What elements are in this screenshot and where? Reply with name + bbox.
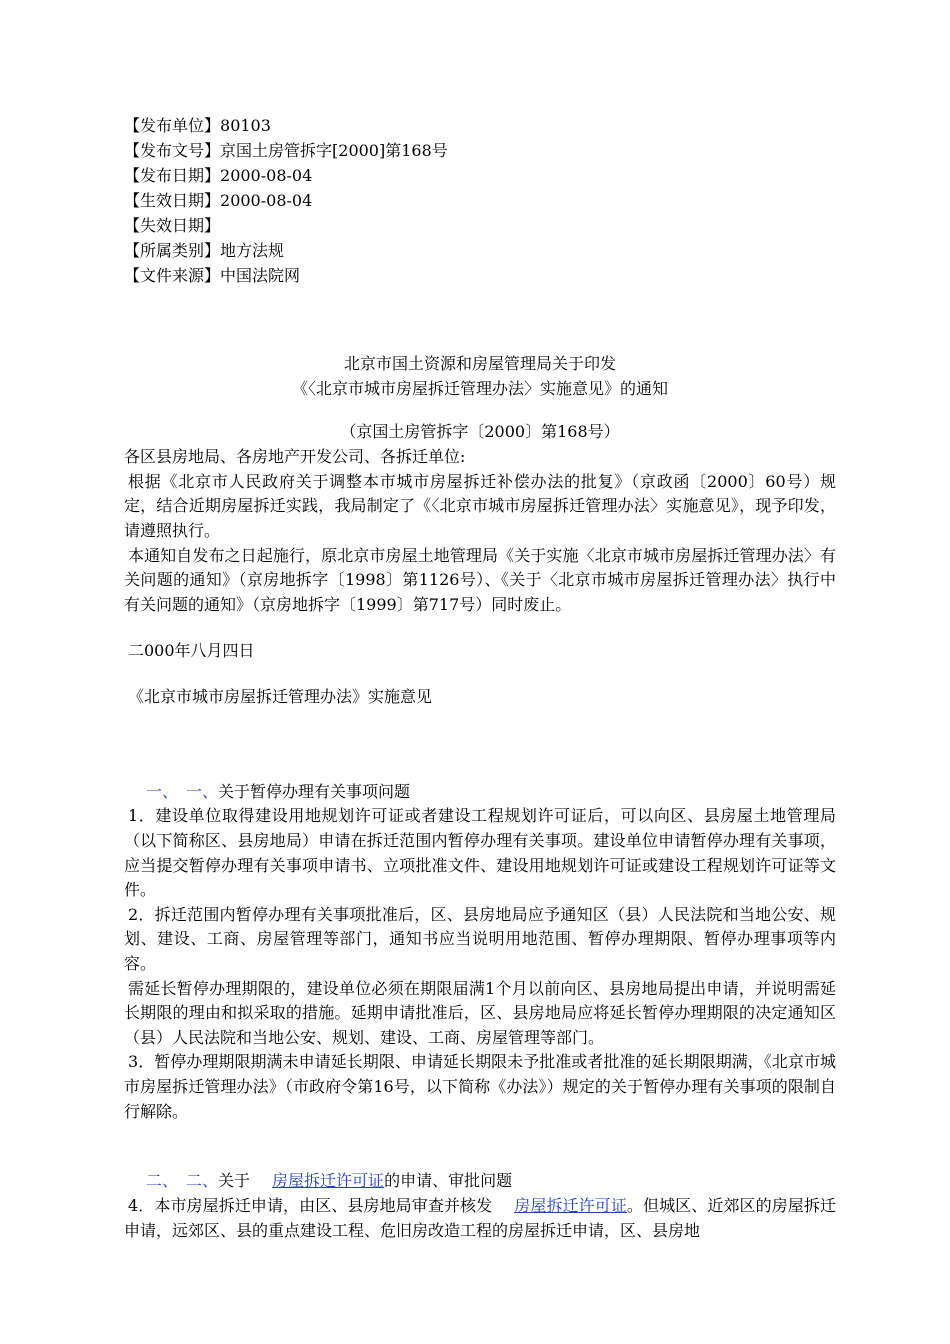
meta-effective-date bbox=[124, 189, 836, 214]
permit-link[interactable]: 房屋拆迁许可证 bbox=[272, 1171, 385, 1191]
meta-publish-date bbox=[124, 164, 836, 189]
body-paragraph-2: 本通知自发布之日起施行，原北京市房屋土地管理局《关于实施〈北京市城市房屋拆迁管理办法〉有关问题的通知》（京房地拆字〔1998〕第1126号）、《关于〈北京市城市房屋拆迁管理办法〉执行中有关问题的通知》（京房地拆字〔1999〕第717号）同时废止。 bbox=[124, 545, 836, 614]
meta-expire-date bbox=[124, 214, 836, 239]
meta-label: 【发布单位】 bbox=[124, 116, 221, 135]
section-number: 二、 bbox=[146, 1171, 179, 1191]
body-paragraph-1: 根据《北京市人民政府关于调整本市城市房屋拆迁补偿办法的批复》（京政函〔2000〕60号）规定，结合近期房屋拆迁实践，我局制定了《〈北京市城市房屋拆迁管理办法〉实施意见》，现予印发，请遵照执行。 bbox=[124, 471, 836, 540]
meta-category bbox=[124, 239, 836, 264]
item-text: 4．本市房屋拆迁申请，由区、县房地局审查并核发 bbox=[128, 1195, 493, 1215]
doc-title-line2: 《〈北京市城市房屋拆迁管理办法〉实施意见》的通知 bbox=[291, 378, 668, 398]
section-number: 一、 bbox=[146, 781, 179, 801]
document-page bbox=[124, 114, 836, 1243]
section2-item-4 bbox=[124, 1194, 836, 1243]
doc-title-line1: 北京市国土资源和房屋管理局关于印发 bbox=[343, 354, 616, 373]
item-text: 。但城区、近郊区的房屋拆迁申请，远郊区、县的重点建设工程、危旧房改造工程的房屋拆迁申请，区、县房地 bbox=[124, 1195, 836, 1240]
section1-item-2: 2．拆迁范围内暂停办理有关事项批准后，区、县房地局应予通知区（县）人民法院和当地公安、规划、建设、工商、房屋管理等部门，通知书应当说明用地范围、暂停办理期限、暂停办理事项等内容。 bbox=[124, 904, 836, 974]
section-heading-text: 关于暂停办理有关事项问题 bbox=[218, 781, 411, 801]
section-number: 二、 bbox=[186, 1171, 219, 1191]
meta-publisher bbox=[124, 114, 836, 139]
meta-label: 【发布日期】 bbox=[124, 166, 221, 185]
permit-link[interactable]: 房屋拆迁许可证 bbox=[514, 1195, 627, 1215]
meta-value: 京国土房管拆字[2000]第168号 bbox=[220, 141, 448, 160]
meta-value: 2000-08-04 bbox=[220, 166, 313, 185]
attachment-title: 《北京市城市房屋拆迁管理办法》实施意见 bbox=[128, 687, 433, 707]
metadata-block bbox=[124, 114, 836, 289]
section-heading-text: 关于 bbox=[218, 1171, 251, 1191]
meta-source bbox=[124, 264, 836, 289]
meta-value: 中国法院网 bbox=[220, 266, 301, 285]
section1-item-2-continued: 需延长暂停办理期限的，建设单位必须在期限届满1个月以前向区、县房地局提出申请，并说明需延长期限的理由和拟采取的措施。延期申请批准后，区、县房地局应将延长暂停办理期限的决定通知区（县）人民法院和当地公安、规划、建设、工商、房屋管理等部门。 bbox=[124, 978, 836, 1047]
meta-value: 80103 bbox=[220, 116, 271, 135]
meta-label: 【失效日期】 bbox=[124, 216, 221, 235]
section-heading-text: 的申请、审批问题 bbox=[384, 1171, 513, 1191]
meta-label: 【所属类别】 bbox=[124, 241, 221, 260]
meta-value: 地方法规 bbox=[220, 241, 285, 260]
issue-date: 二000年八月四日 bbox=[128, 641, 255, 661]
meta-label: 【发布文号】 bbox=[124, 141, 221, 160]
section2-heading bbox=[124, 1169, 836, 1194]
section1-item-1: 1．建设单位取得建设用地规划许可证或者建设工程规划许可证后，可以向区、县房屋土地管理局（以下简称区、县房地局）申请在拆迁范围内暂停办理有关事项。建设单位申请暂停办理有关事项，应当提交暂停办理有关事项申请书、立项批准文件、建设用地规划许可证或建设工程规划许可证等文件。 bbox=[124, 806, 836, 900]
section1-heading bbox=[124, 780, 836, 805]
meta-doc-no bbox=[124, 139, 836, 164]
meta-label: 【文件来源】 bbox=[124, 266, 221, 285]
section-number: 一、 bbox=[186, 781, 219, 801]
section1-item-3: 3．暂停办理期限期满未申请延长期限、申请延长期限未予批准或者批准的延长期限期满，《北京市城市房屋拆迁管理办法》（市政府令第16号，以下简称《办法》）规定的关于暂停办理有关事项的限制自行解除。 bbox=[124, 1052, 836, 1121]
addressee: 各区县房地局、各房地产开发公司、各拆迁单位: bbox=[124, 447, 466, 467]
meta-value: 2000-08-04 bbox=[220, 191, 313, 210]
doc-reference: （京国土房管拆字〔2000〕第168号） bbox=[340, 422, 620, 442]
meta-label: 【生效日期】 bbox=[124, 191, 221, 210]
